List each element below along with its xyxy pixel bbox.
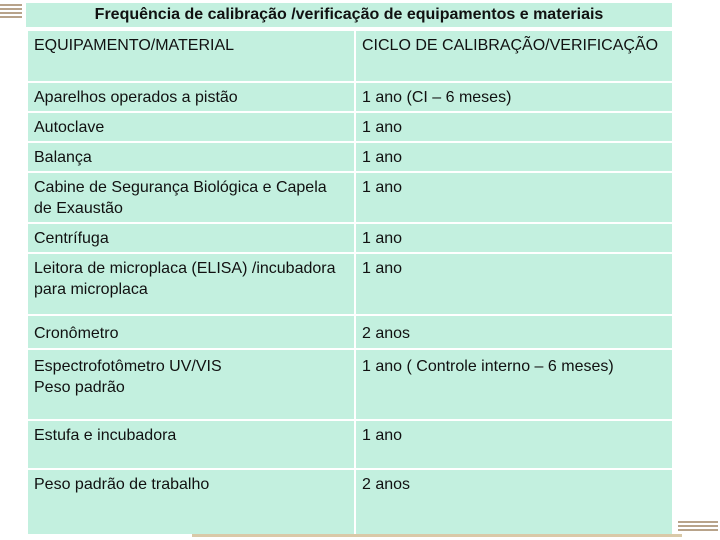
- equipment-cell: Autoclave: [27, 112, 355, 142]
- cycle-cell: 1 ano: [355, 223, 673, 253]
- table-row: [27, 223, 673, 253]
- table-row: [27, 253, 673, 315]
- bottom-divider: [192, 534, 682, 537]
- equipment-cell: Espectrofotômetro UV/VIS Peso padrão: [27, 349, 355, 420]
- cycle-cell: 1 ano: [355, 172, 673, 223]
- title-bar: [26, 3, 672, 29]
- equipment-cell: Estufa e incubadora: [27, 420, 355, 469]
- equipment-cell: Leitora de microplaca (ELISA) /incubadora para microplaca: [27, 253, 355, 315]
- cycle-cell: 2 anos: [355, 315, 673, 349]
- header-equipment: EQUIPAMENTO/MATERIAL: [27, 30, 355, 82]
- page-title: Frequência de calibração /verificação de equipamentos e materiais: [94, 6, 604, 23]
- equipment-cell: Peso padrão de trabalho: [27, 469, 355, 535]
- equipment-cell: Cabine de Segurança Biológica e Capela de Exaustão: [27, 172, 355, 223]
- equipment-cell: Balança: [27, 142, 355, 172]
- calibration-table-container: [26, 29, 672, 536]
- corner-decoration: [0, 4, 22, 20]
- table-row: [27, 142, 673, 172]
- table-row: [27, 172, 673, 223]
- table-row: [27, 469, 673, 535]
- cycle-cell: 1 ano: [355, 420, 673, 469]
- table-row: [27, 349, 673, 420]
- equipment-cell: Aparelhos operados a pistão: [27, 82, 355, 112]
- table-row: [27, 420, 673, 469]
- cycle-cell: 1 ano: [355, 112, 673, 142]
- corner-decoration: [678, 521, 718, 535]
- table-row: [27, 112, 673, 142]
- equipment-cell: Centrífuga: [27, 223, 355, 253]
- table-row: [27, 82, 673, 112]
- equipment-cell: Cronômetro: [27, 315, 355, 349]
- table-row: [27, 315, 673, 349]
- header-cycle: CICLO DE CALIBRAÇÃO/VERIFICAÇÃO: [355, 30, 673, 82]
- cycle-cell: 1 ano (CI – 6 meses): [355, 82, 673, 112]
- calibration-table: [26, 29, 674, 536]
- cycle-cell: 2 anos: [355, 469, 673, 535]
- cycle-cell: 1 ano: [355, 253, 673, 315]
- cycle-cell: 1 ano ( Controle interno – 6 meses): [355, 349, 673, 420]
- table-header-row: [27, 30, 673, 82]
- cycle-cell: 1 ano: [355, 142, 673, 172]
